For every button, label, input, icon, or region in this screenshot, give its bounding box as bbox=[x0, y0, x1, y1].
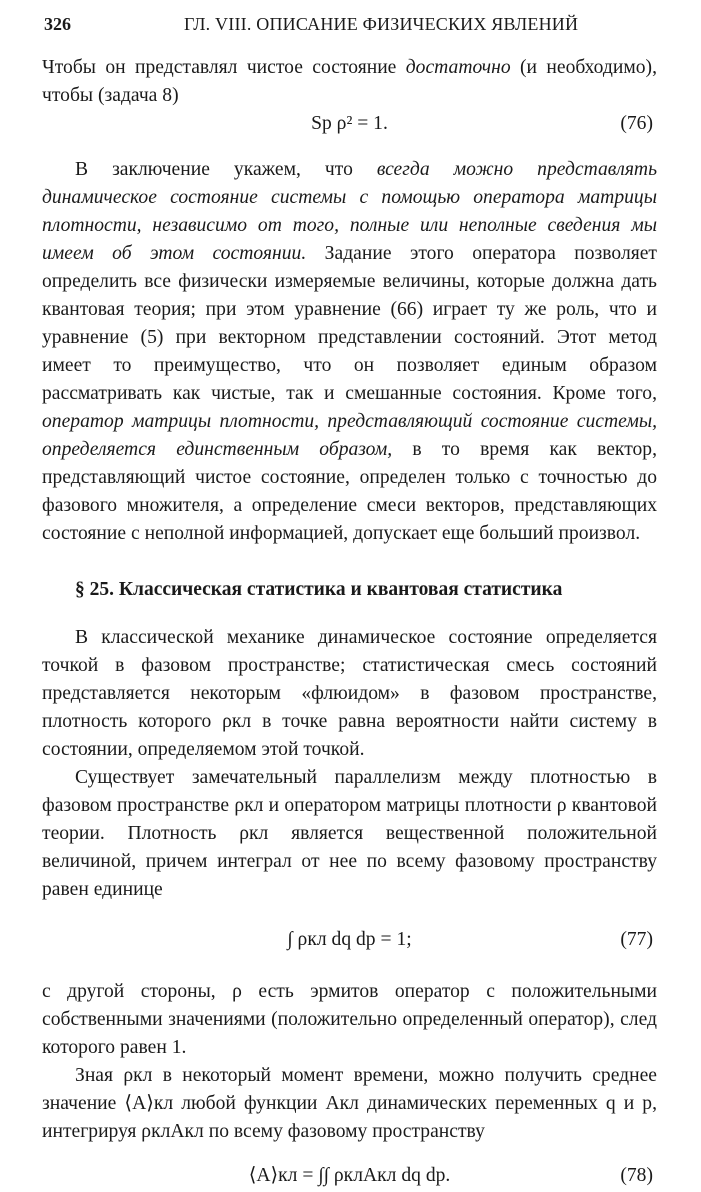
paragraph-1-text-b: (и необходимо), чтобы (задача 8) bbox=[42, 57, 657, 106]
paragraph-2-text-b: Задание этого оператора позволяет определить все физически измеряемые величины, которые должна дать квантовая теория; при этом уравнение (66) играет ту же роль, что и уравнение (5) при векторном представлении состояний. Этот метод имеет то преимущество, что он позволяет единым образом рассматривать как чистые, так и смешанные состояния. Кроме того, bbox=[42, 243, 657, 404]
page-header bbox=[44, 14, 656, 42]
paragraph-1-text-a: Чтобы он представлял чистое состояние bbox=[42, 57, 406, 78]
equation-77-formula: ∫ ρкл dq dp = 1; bbox=[287, 929, 412, 950]
paragraph-2-emphasis-a: всегда можно представлять динамическое состояние системы с помощью оператора матрицы плотности, независимо от того, полные или неполные сведения мы имеем об этом состоянии. bbox=[42, 159, 657, 264]
paragraph-5: с другой стороны, ρ есть эрмитов оператор с положительными собственными значениями (положительно определенный оператор), след которого равен 1. bbox=[42, 981, 657, 1058]
page-number: 326 bbox=[44, 14, 71, 34]
equation-76-number: (76) bbox=[620, 113, 653, 134]
equation-78 bbox=[42, 1162, 657, 1192]
paragraph-2 bbox=[42, 156, 657, 548]
paragraph-1-emphasis: достаточно bbox=[405, 57, 511, 78]
equation-77 bbox=[42, 926, 657, 956]
equation-76 bbox=[42, 110, 657, 140]
section-heading: § 25. Классическая статистика и квантовая статистика bbox=[75, 579, 563, 600]
paragraph-4: Существует замечательный параллелизм между плотностью в фазовом пространстве ρкл и оператором матрицы плотности ρ квантовой теории. Плотность ρкл является вещественной положительной величиной, причем интеграл от нее по всему фазовому пространству равен единице bbox=[42, 767, 657, 900]
paragraph-3: В классической механике динамическое состояние определяется точкой в фазовом пространстве; статистическая смесь состояний представляется некоторым «флюидом» в фазовом пространстве, плотность которого ρкл в точке равна вероятности найти систему в состоянии, определяемом этой точкой. bbox=[42, 627, 657, 760]
equation-76-formula: Sp ρ² = 1. bbox=[311, 113, 388, 134]
running-title: ГЛ. VIII. ОПИСАНИЕ ФИЗИЧЕСКИХ ЯВЛЕНИЙ bbox=[184, 14, 579, 34]
equation-77-number: (77) bbox=[620, 929, 653, 950]
paragraph-2-text-c: в то время как вектор, представляющий чистое состояние, определен только с точностью до фазового множителя, а определение смеси векторов, представляющих состояние с неполной информацией, допускает еще больший произвол. bbox=[42, 439, 657, 544]
equation-78-number: (78) bbox=[620, 1165, 653, 1186]
page-body bbox=[42, 54, 657, 1192]
equation-78-formula: ⟨A⟩кл = ∫∫ ρклAкл dq dp. bbox=[248, 1165, 451, 1186]
paragraph-6: Зная ρкл в некоторый момент времени, можно получить среднее значение ⟨A⟩кл любой функции Aкл динамических переменных q и p, интегрируя ρклAкл по всему фазовому пространству bbox=[42, 1065, 657, 1142]
paragraph-1 bbox=[42, 54, 657, 110]
paragraph-2-emphasis-b: оператор матрицы плотности, представляющий состояние системы, определяется единственным образом, bbox=[42, 411, 657, 460]
paragraph-2-text-a: В заключение укажем, что bbox=[75, 159, 377, 180]
